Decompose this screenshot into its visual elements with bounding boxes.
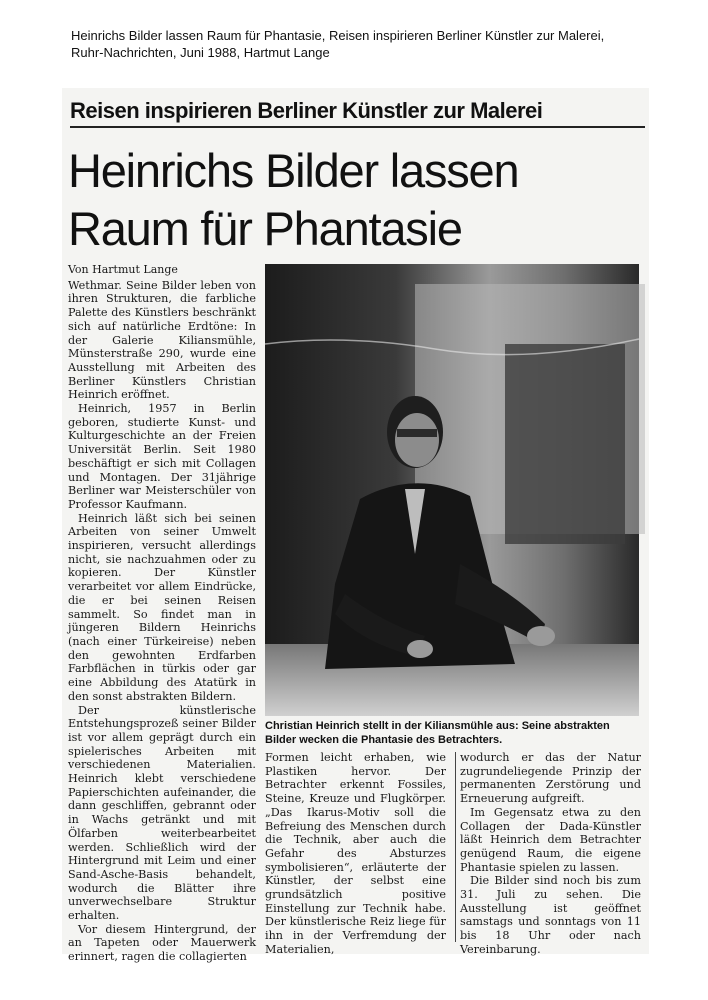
newspaper-clipping bbox=[62, 88, 649, 964]
column-divider bbox=[455, 752, 456, 942]
image-caption: Heinrichs Bilder lassen Raum für Phantasie, Reisen inspirieren Berliner Künstler zur Malerei, Ruhr-Nachrichten, Juni 1988, Hartmut Lange bbox=[71, 28, 605, 60]
article-kicker: Reisen inspirieren Berliner Künstler zur Malerei bbox=[70, 98, 645, 128]
paragraph: Der künstlerische Entstehungsprozeß seiner Bilder ist vor allem geprägt durch ein spielerisches Arbeiten mit verschiedenen Materialien. Heinrich klebt verschiedene Papierschichten aufeinander, die dann geschliffen, gebrannt oder in Wachs getränkt und mit Ölfarben weiterbearbeitet werden. Schließlich wird der Hintergrund mit Leim und einer Sand-Asche-Basis behandelt, wodurch die Blätter ihre unverwechselbare Struktur erhalten. bbox=[68, 703, 256, 923]
article-photo bbox=[265, 264, 639, 716]
paragraph: Formen leicht erhaben, wie Plastiken hervor. Der Betrachter erkennt Fossiles, Steine, Kreuze und Flugkörper. „Das Ikarus-Motiv soll die Befreiung des Menschen durch die Technik, aber auch die Gefahr des Absturzes symbolisieren“, erläuterte der Künstler, der selbst eine grundsätzlich positive Einstellung zur Technik habe. Der künstlerische Reiz liege für ihn in der Verfremdung der Materialien, bbox=[265, 751, 446, 956]
paragraph: Im Gegensatz etwa zu den Collagen der Dada-Künstler läßt Heinrich dem Betrachter genügend Raum, die eigene Phantasie spielen zu lassen. bbox=[460, 805, 641, 874]
article-column-2 bbox=[265, 751, 446, 957]
paragraph: Heinrich, 1957 in Berlin geboren, studierte Kunst- und Kulturgeschichte an der Freien Universität Berlin. Seit 1980 beschäftigt er sich mit Collagen und Montagen. Der 31jährige Berliner war Meisterschüler von Professor Kaufmann. bbox=[68, 402, 256, 511]
headline-line-1: Heinrichs Bilder lassen bbox=[68, 144, 519, 197]
paragraph: Vor diesem Hintergrund, der an Tapeten oder Mauerwerk erinnert, ragen die collagierten bbox=[68, 922, 256, 964]
photo-caption: Christian Heinrich stellt in der Kiliansmühle aus: Seine abstrakten Bilder wecken die Phantasie des Betrachters. bbox=[265, 720, 610, 746]
byline: Von Hartmut Lange bbox=[68, 263, 178, 276]
paragraph: Heinrich läßt sich bei seinen Arbeiten von seiner Umwelt inspirieren, versucht allerdings nicht, sie nachzuahmen oder zu kopieren. Der Künstler verarbeitet vor allem Eindrücke, die er bei seinen Reisen sammelt. So findet man in jüngeren Bildern Heinrichs (nach einer Türkeireise) neben den gewohnten Erdfarben Farbflächen in türkis oder gar eine Abbildung des Atatürk in den sonst abstrakten Bildern. bbox=[68, 511, 256, 703]
photo-artist-portrait bbox=[265, 264, 639, 716]
article-headline bbox=[68, 142, 643, 258]
paragraph: wodurch er das der Natur zugrundeliegende Prinzip der permanenten Zerstörung und Erneuerung aufgreift. bbox=[460, 751, 641, 806]
paragraph: Wethmar. Seine Bilder leben von ihren Strukturen, die farbliche Palette des Künstlers beschränkt sich auf natürliche Erdtöne: In der Galerie Kiliansmühle, Münsterstraße 290, wurde eine Ausstellung mit Arbeiten des Berliner Künstlers Christian Heinrich eröffnet. bbox=[68, 278, 256, 402]
paragraph: Die Bilder sind noch bis zum 31. Juli zu sehen. Die Ausstellung ist geöffnet samstags und sonntags von 11 bis 18 Uhr oder nach Vereinbarung. bbox=[460, 874, 641, 956]
headline-line-2: Raum für Phantasie bbox=[68, 202, 462, 255]
article-column-1 bbox=[68, 263, 256, 964]
article-column-3 bbox=[460, 751, 641, 957]
